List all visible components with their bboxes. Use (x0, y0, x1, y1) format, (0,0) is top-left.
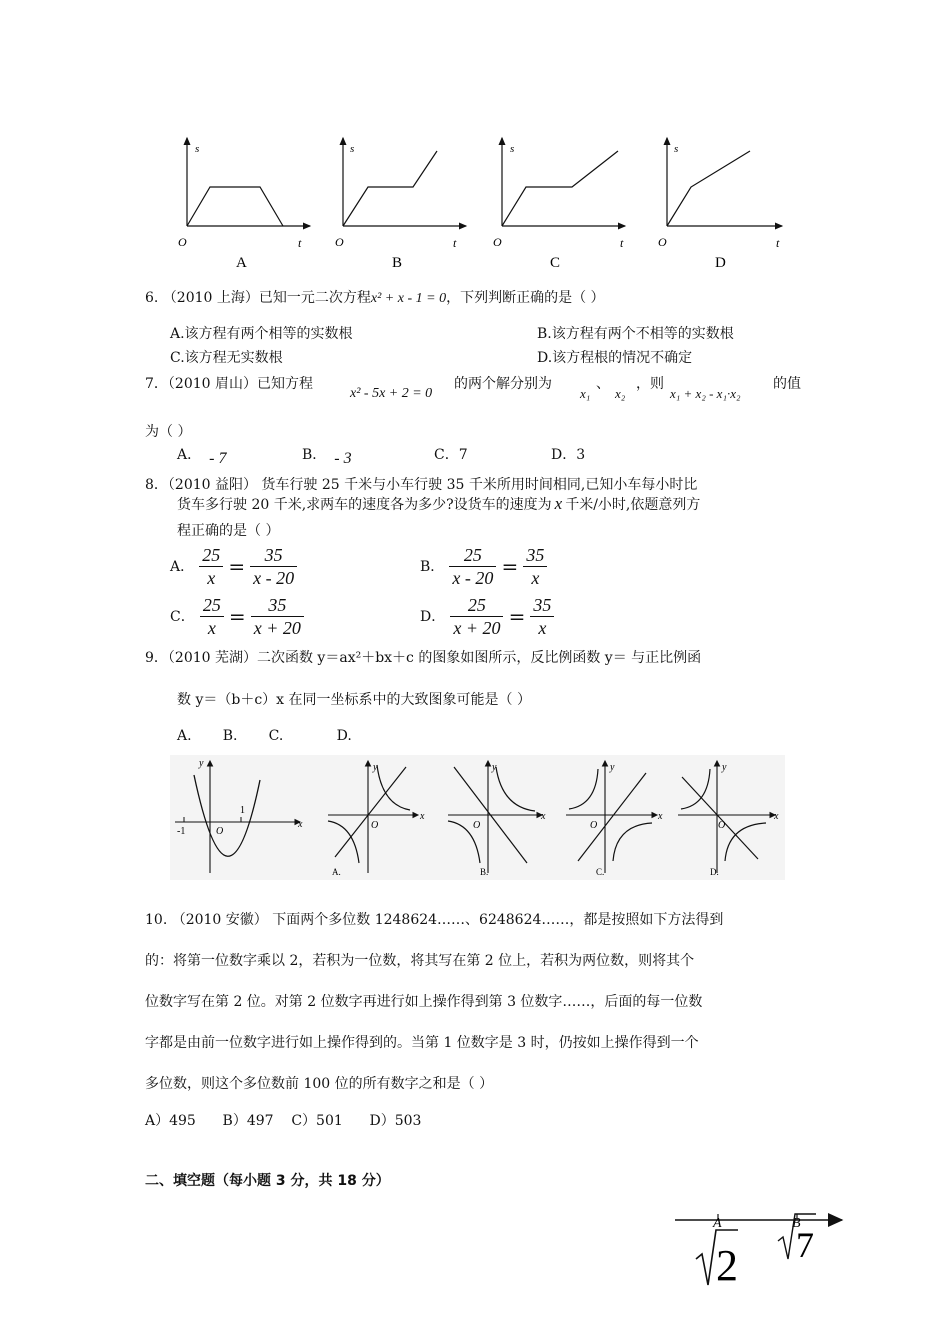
q6-option-c: C.该方程无实数根 (170, 350, 283, 366)
q6-option-d: D.该方程根的情况不确定 (537, 350, 693, 366)
svg-text:x: x (774, 811, 779, 822)
svg-text:O: O (371, 820, 379, 831)
graph-label-d: D (715, 255, 726, 271)
q6-tail: ，下列判断正确的是（ ） (446, 290, 605, 306)
q7-sep: 、 (596, 376, 610, 392)
y-label: y (199, 758, 204, 769)
graph-label-d: D. (710, 867, 719, 877)
axis-t-label: t (620, 236, 624, 250)
q6-option-b: B.该方程有两个不相等的实数根 (537, 326, 734, 342)
st-graphs-figure (170, 130, 790, 275)
axis-s-label: s (674, 143, 679, 155)
axis-t-label: t (298, 236, 302, 250)
one-label: 1 (240, 805, 245, 816)
q7-option-d: D．3 (551, 447, 586, 463)
q10-line-5: 多位数，则这个多位数前 100 位的所有数字之和是（ ） (145, 1076, 494, 1092)
q7-option-a-value: - 7 (209, 450, 227, 467)
axis-t-label: t (776, 236, 780, 250)
q9-line1: 9．（2010 芜湖）二次函数 y＝ax²＋bx＋c 的图象如图所示，反比例函数 y＝ 与正比例函 (145, 650, 702, 666)
q7-mid: 的两个解分别为 (454, 376, 552, 392)
q8-line1: 8．（2010 益阳） 货车行驶 25 千米与小车行驶 35 千米所用时间相同,已知小车每小时比 (145, 477, 698, 493)
point-a-label: A (713, 1216, 722, 1231)
point-b-label: B (792, 1216, 801, 1231)
origin-label: O (178, 235, 187, 249)
graph-label-c: C. (596, 867, 605, 877)
graph-label-a: A. (332, 867, 341, 877)
axis-t-label: t (453, 236, 457, 250)
origin-label: O (658, 235, 667, 249)
q10-line-2: 的：将第一位数字乘以 2，若积为一位数，将其写在第 2 位上，若积为两位数，则将其个 (145, 953, 695, 969)
graph-label-c: C (550, 255, 561, 271)
q10-line-3: 位数字写在第 2 位。对第 2 位数字再进行如上操作得到第 3 位数字……，后面的每一位数 (145, 994, 703, 1010)
graph-label-b: B. (480, 867, 489, 877)
q7-x1: x₁ (580, 386, 591, 401)
svg-text:O: O (473, 820, 481, 831)
q7-expression: x₁ + x₂ - x₁·x₂ (670, 386, 741, 401)
origin-label: O (335, 235, 344, 249)
svg-text:y: y (492, 762, 497, 773)
q9-line2: 数 y＝（b＋c）x 在同一坐标系中的大致图象可能是（ ） (177, 692, 531, 708)
q7-tail: 的值 (773, 376, 801, 392)
st-graph-b (335, 138, 466, 271)
st-graph-d (658, 138, 782, 271)
number-line-figure (670, 1205, 855, 1295)
q7-option-c: C．7 (434, 447, 468, 463)
axis-s-label: s (350, 143, 355, 155)
q9-graphs-figure (170, 755, 785, 880)
q7-x2: x₂ (615, 386, 626, 401)
q7-option-b-value: - 3 (334, 450, 352, 467)
q8-option-b: B． $\frac{25}{x - 20}$ = $\frac{35}{x}$ (420, 544, 547, 589)
q10-options: A）495 B）497 C）501 D）503 (145, 1113, 422, 1129)
svg-text:O: O (590, 820, 598, 831)
q8-option-c: C． $\frac{25}{x}$ = $\frac{35}{x + 20}$ (170, 594, 304, 639)
q7-option-b: B． - 3 (302, 447, 352, 467)
q10-line-1: 10. （2010 安徽） 下面两个多位数 1248624……、6248624……，都是按照如下方法得到 (145, 912, 724, 928)
svg-text:x: x (658, 811, 663, 822)
x-label: x (298, 819, 303, 830)
q6-stem: 6. （2010 上海）已知一元二次方程 (145, 290, 371, 306)
question-6 (145, 289, 605, 308)
origin-label: O (493, 235, 502, 249)
q8-option-a: A． $\frac{25}{x}$ = $\frac{35}{x - 20}$ (170, 544, 297, 589)
sqrt-2-radicand: 2 (716, 1241, 738, 1290)
q9-options: A. B. C. D. (177, 728, 352, 744)
q8-line2: 货车多行驶 20 千米,求两车的速度各为多少?设货车的速度为 x 千米/小时,依题意列方 (177, 494, 701, 513)
q6-equation: x² + x - 1 = 0 (370, 291, 447, 306)
neg-one-label: -1 (177, 826, 186, 837)
svg-text:O: O (718, 820, 726, 831)
svg-text:x: x (420, 811, 425, 822)
svg-text:y: y (610, 762, 615, 773)
st-graph-a (178, 138, 310, 271)
sqrt-7-radicand: 7 (796, 1225, 814, 1265)
q7-then: ，则 (636, 376, 664, 392)
q10-line-4: 字都是由前一位数字进行如上操作得到的。当第 1 位数字是 3 时，仍按如上操作得到一个 (145, 1035, 699, 1051)
q7-option-a: A． - 7 (177, 447, 227, 467)
axis-s-label: s (195, 143, 200, 155)
section-2-title: 二、填空题（每小题 3 分，共 18 分） (145, 1173, 390, 1189)
svg-text:y: y (722, 762, 727, 773)
st-graph-c (493, 138, 625, 271)
q8-option-d: D． $\frac{25}{x + 20}$ = $\frac{35}{x}$ (420, 594, 554, 639)
q7-line2: 为（ ） (145, 424, 192, 440)
graph-label-b: B (392, 255, 403, 271)
q8-variable-x: x (554, 494, 563, 513)
axis-s-label: s (510, 143, 515, 155)
svg-text:y: y (373, 762, 378, 773)
q8-line3: 程正确的是（ ） (177, 523, 280, 539)
svg-text:x: x (541, 811, 546, 822)
q7-stem: 7．（2010 眉山）已知方程 (145, 376, 313, 392)
q7-equation: x² - 5x + 2 = 0 (350, 386, 433, 401)
origin-label: O (216, 826, 224, 837)
graph-label-a: A (236, 255, 247, 271)
q6-option-a: A.该方程有两个相等的实数根 (170, 326, 353, 342)
